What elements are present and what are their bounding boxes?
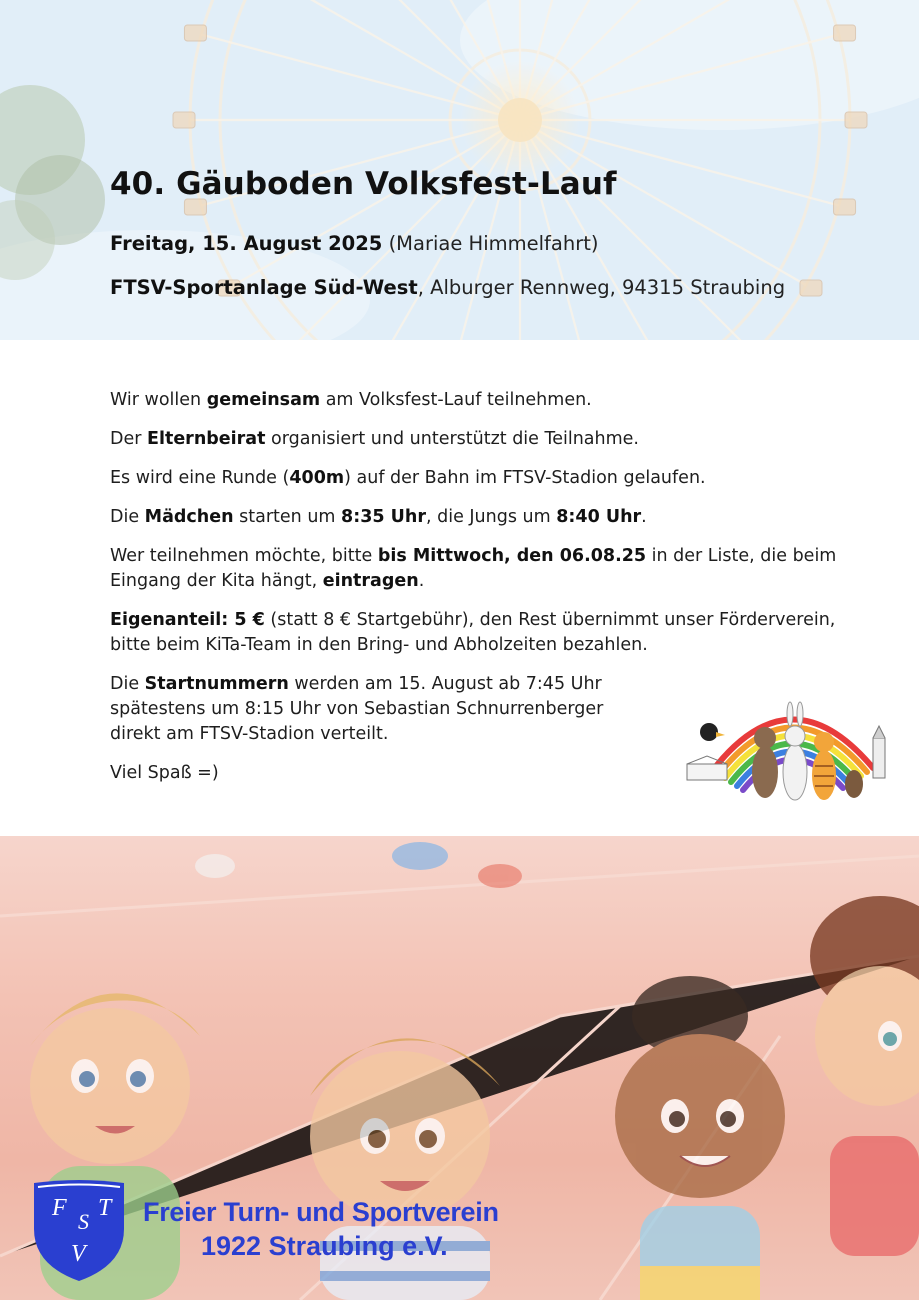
text: starten um	[233, 507, 342, 527]
club-shield-logo	[24, 1177, 134, 1287]
text: Wer teilnehmen möchte, bitte	[110, 546, 378, 566]
paragraph-have-fun: Viel Spaß =)	[110, 763, 219, 783]
text: ) auf der Bahn im FTSV-Stadion gelaufen.	[344, 468, 706, 488]
bold-text: Mädchen	[144, 507, 234, 527]
text: , die Jungs um	[425, 507, 557, 527]
bold-text: bis Mittwoch, den 06.08.25	[377, 546, 647, 566]
paragraph-start-times	[110, 505, 870, 530]
event-date-line	[110, 232, 598, 255]
header-banner	[0, 0, 919, 340]
event-date-note: (Mariae Himmelfahrt)	[382, 232, 599, 255]
event-title: 40. Gäuboden Volksfest-Lauf	[110, 166, 617, 202]
text: (statt 8 € Startgebühr), den Rest übernimmt unser Förderverein, bitte beim KiTa-Team in den Bring- und Abholzeiten bezahlen.	[110, 610, 836, 655]
bold-text: Eigenanteil: 5 €	[110, 610, 265, 630]
bold-text: 8:40 Uhr	[556, 507, 642, 527]
rainbow-animals-illustration	[683, 680, 900, 822]
text: Es wird eine Runde (	[110, 468, 290, 488]
paragraph-start-numbers	[110, 672, 630, 747]
text: .	[418, 571, 425, 591]
text: .	[641, 507, 647, 527]
text: Die	[110, 674, 145, 694]
bold-text: gemeinsam	[206, 390, 321, 410]
text: organisiert und unterstützt die Teilnahme.	[265, 429, 639, 449]
club-name	[143, 1195, 499, 1263]
bold-text: eintragen	[322, 571, 419, 591]
text: am Volksfest-Lauf teilnehmen.	[320, 390, 592, 410]
bold-text: Startnummern	[144, 674, 289, 694]
club-name-line2: 1922 Straubing e.V.	[201, 1231, 448, 1261]
paragraph-registration	[110, 544, 870, 594]
logo-letter-s: S	[78, 1209, 89, 1234]
bold-text: 8:35 Uhr	[341, 507, 426, 527]
logo-letter-f: F	[52, 1195, 67, 1221]
paragraph-together	[110, 388, 870, 413]
text: in der Liste, die beim Eingang der Kita hängt,	[110, 546, 837, 591]
logo-letter-v: V	[71, 1241, 86, 1267]
paragraph-fee	[110, 608, 870, 658]
paragraph-parents-council	[110, 427, 870, 452]
text: Der	[110, 429, 147, 449]
bold-text: Elternbeirat	[147, 429, 266, 449]
club-name-line1: Freier Turn- und Sportverein	[143, 1197, 499, 1227]
event-location-line	[110, 276, 785, 299]
bold-text: 400m	[289, 468, 345, 488]
text: Wir wollen	[110, 390, 207, 410]
text: Die	[110, 507, 145, 527]
logo-letter-t: T	[98, 1195, 112, 1221]
event-venue: FTSV-Sportanlage Süd-West	[110, 276, 418, 299]
event-address: , Alburger Rennweg, 94315 Straubing	[417, 276, 786, 299]
text: werden am 15. August ab 7:45 Uhr spätestens um 8:15 Uhr von Sebastian Schnurrenberger direkt am FTSV-Stadion verteilt.	[110, 674, 604, 744]
paragraph-distance	[110, 466, 870, 491]
event-date: Freitag, 15. August 2025	[110, 232, 383, 255]
